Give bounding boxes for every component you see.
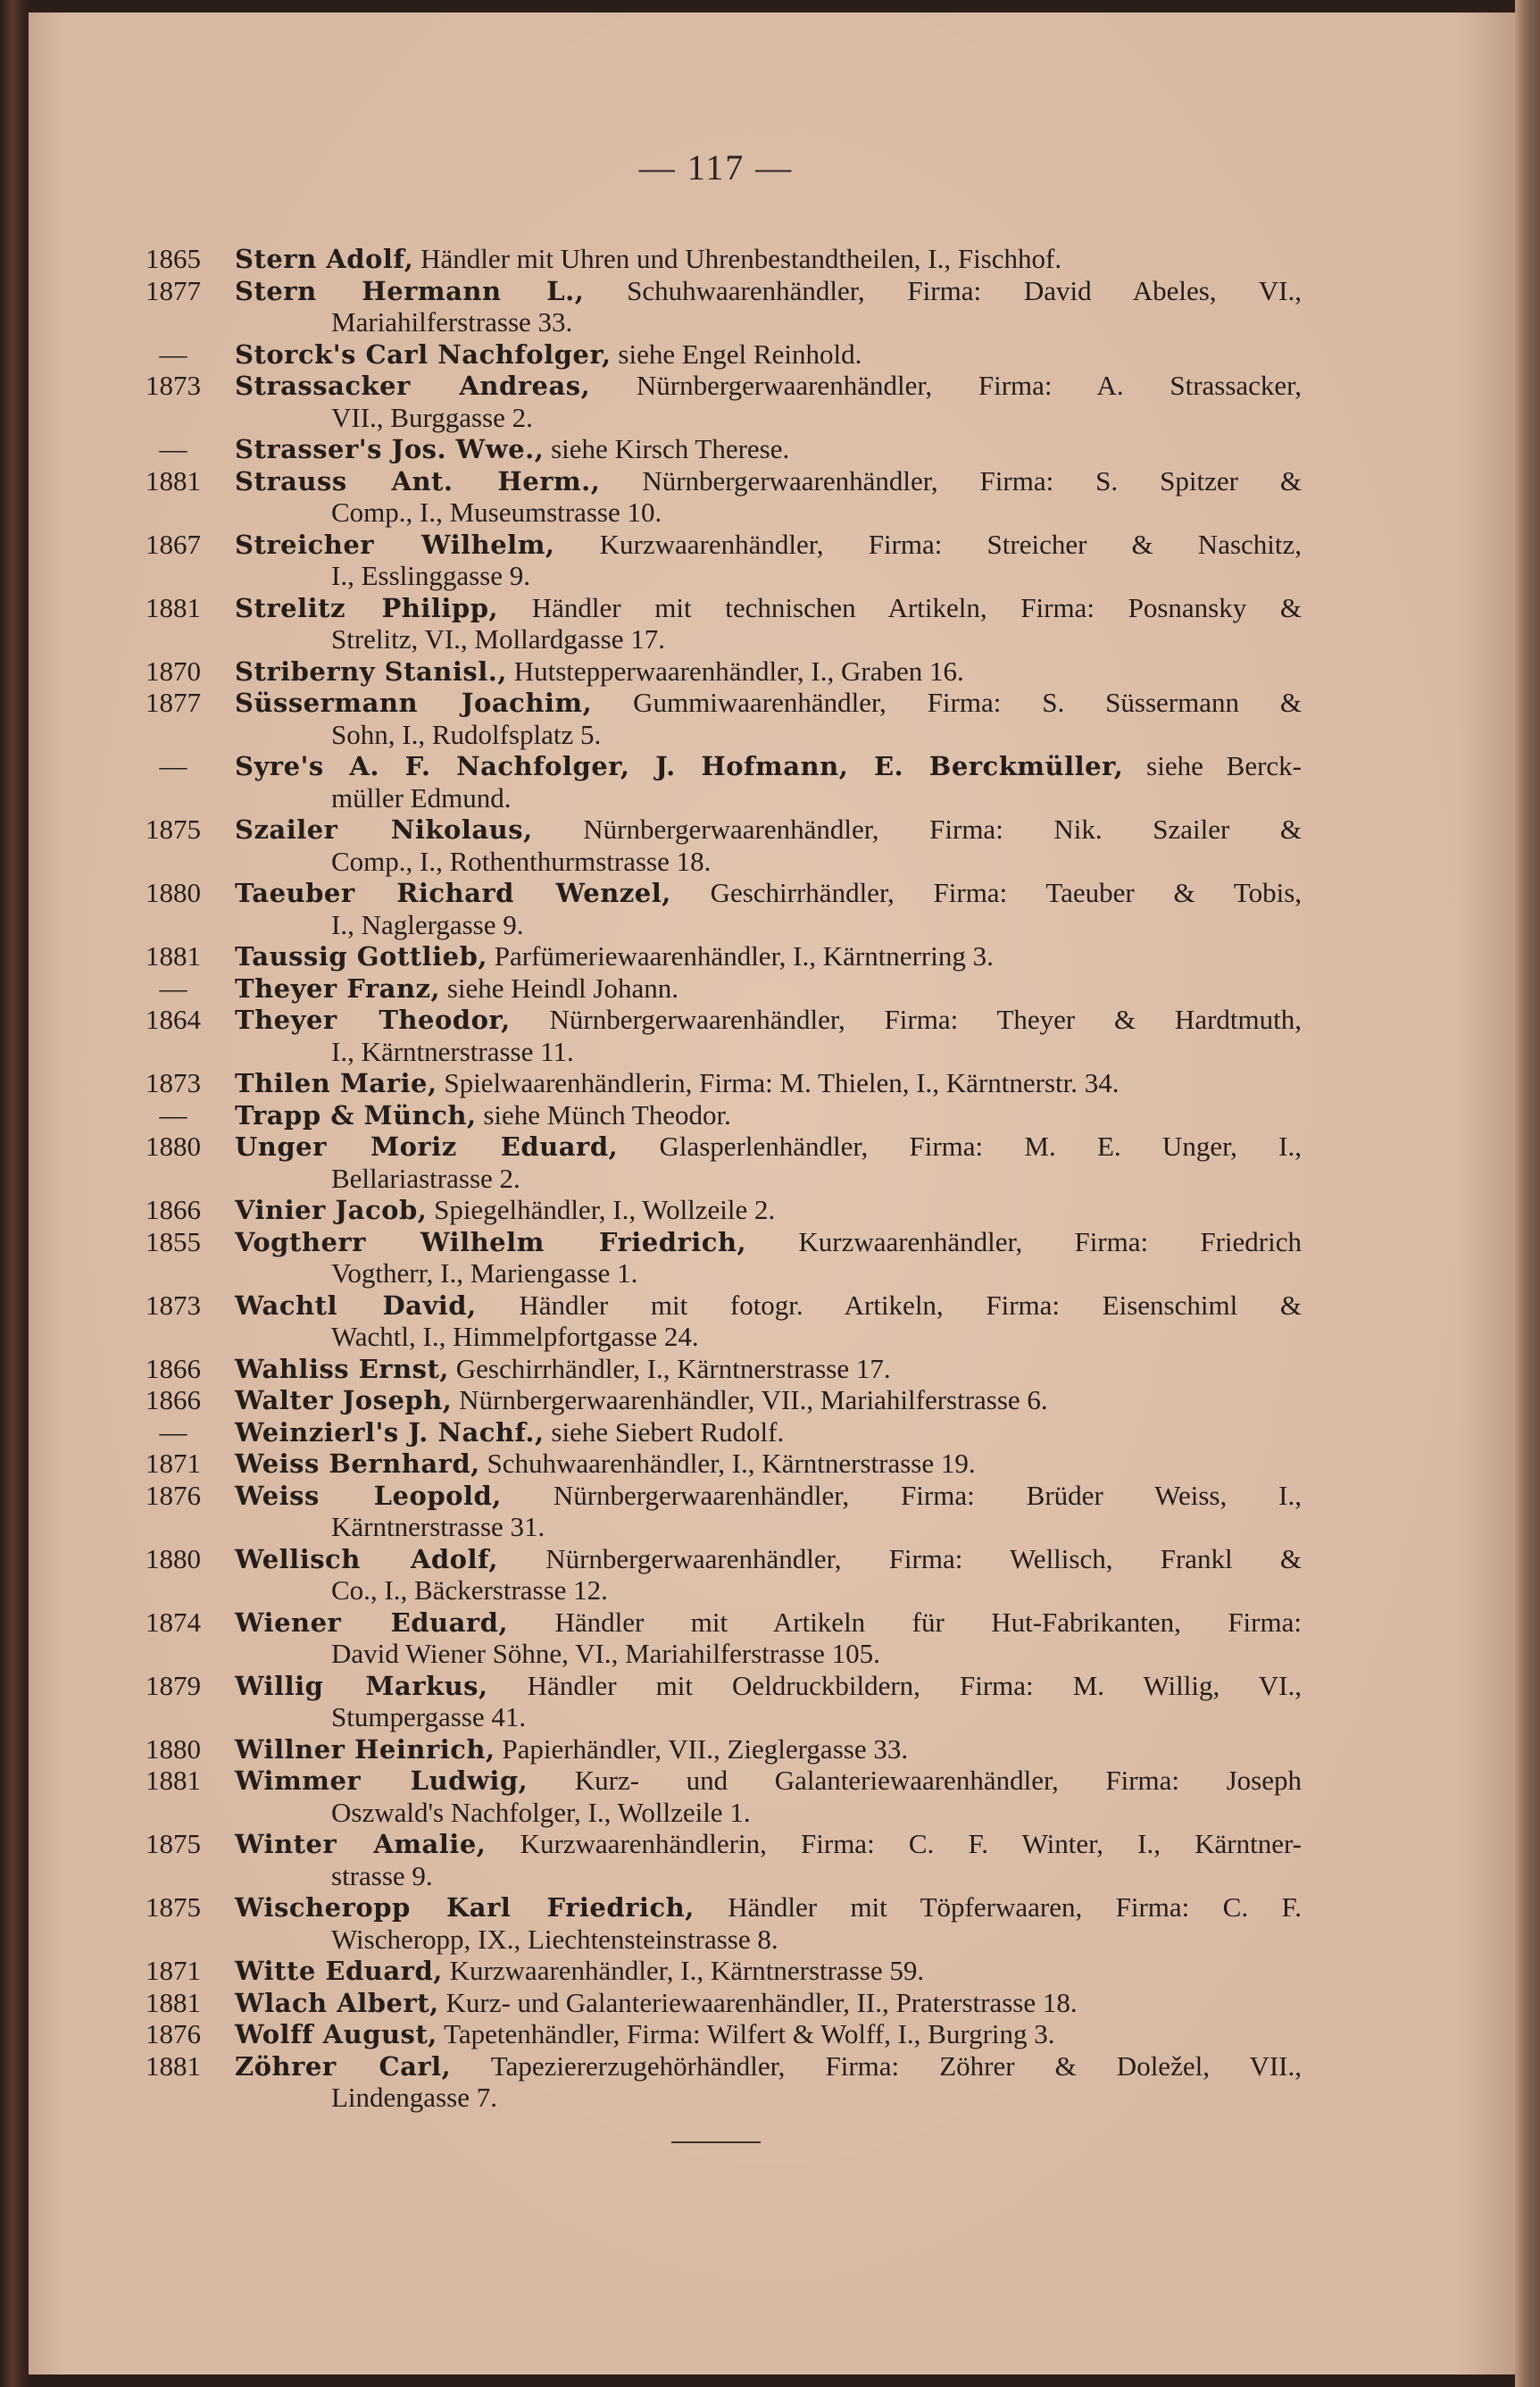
directory-entry — [141, 1480, 1302, 1543]
directory-entry — [141, 2018, 1302, 2050]
entry-continuation: Sohn, I., Rudolfsplatz 5. — [331, 718, 602, 750]
directory-entry — [141, 1226, 1302, 1289]
directory-entry — [141, 529, 1302, 592]
entry-description: Nürnbergerwaarenhändler, VII., Mariahilferstrasse 6. — [459, 1384, 1048, 1415]
entry-name: Strelitz Philipp, — [235, 592, 499, 623]
entry-name: Vogtherr Wilhelm Friedrich, — [235, 1226, 747, 1257]
entry-continuation: Stumpergasse 41. — [331, 1701, 527, 1732]
entry-description: siehe Berck- — [1146, 750, 1302, 781]
entry-description: Parfümeriewaarenhändler, I., Kärntnerring 3. — [494, 940, 994, 972]
entry-name: Trapp & Münch, — [235, 1099, 477, 1131]
entry-name: Wimmer Ludwig, — [235, 1765, 529, 1796]
entry-description: Tapetenhändler, Firma: Wilfert & Wolff, I., Burgring 3. — [444, 2018, 1055, 2049]
entry-name: Wellisch Adolf, — [235, 1543, 498, 1574]
entry-description: siehe Heindl Johann. — [446, 972, 678, 1004]
entry-description: Kurzwaarenhändler, Firma: Streicher & Naschitz, — [599, 528, 1302, 560]
directory-entry — [141, 1099, 1302, 1131]
directory-entry — [141, 1289, 1302, 1353]
entry-description: Schuhwaarenhändler, I., Kärntnerstrasse 19. — [487, 1448, 976, 1479]
entry-description: Glasperlenhändler, Firma: M. E. Unger, I., — [659, 1131, 1302, 1162]
entry-first-line — [141, 687, 1302, 719]
entry-first-line — [141, 1131, 1302, 1163]
entry-name: Willner Heinrich, — [235, 1733, 495, 1765]
entry-year: — — [159, 338, 187, 370]
entry-description: Spiegelhändler, I., Wollzeile 2. — [434, 1194, 776, 1225]
entry-name: Weiss Bernhard, — [235, 1448, 480, 1479]
entry-year: 1855 — [146, 1225, 201, 1257]
entry-name: Weinzierl's J. Nachf., — [235, 1416, 545, 1448]
entry-year: 1881 — [146, 1765, 201, 1796]
directory-entry — [141, 275, 1302, 338]
entry-description: Händler mit Töpferwaaren, Firma: C. F. — [728, 1891, 1302, 1923]
entry-first-line — [141, 1416, 1302, 1448]
entry-name: Walter Joseph, — [235, 1385, 453, 1415]
entry-year: — — [159, 750, 187, 781]
entry-continuation: I., Esslinggasse 9. — [331, 560, 531, 591]
entry-first-line — [141, 1987, 1302, 2019]
directory-entry — [141, 1448, 1302, 1480]
directory-entry — [141, 592, 1302, 655]
directory-entry — [141, 1607, 1302, 1670]
entry-name: Süssermann Joachim, — [235, 688, 593, 718]
entry-continuation: Oszwald's Nachfolger, I., Wollzeile 1. — [331, 1796, 751, 1828]
entry-description: Händler mit fotogr. Artikeln, Firma: Eisenschiml & — [519, 1289, 1302, 1321]
directory-entry — [141, 877, 1302, 940]
entry-year: 1876 — [146, 1479, 201, 1511]
directory-entry — [141, 1987, 1302, 2019]
page — [29, 13, 1515, 2374]
entry-year: 1881 — [146, 2049, 201, 2082]
entry-name: Witte Eduard, — [235, 1956, 443, 1986]
entry-year: 1876 — [146, 2018, 201, 2049]
entry-year: 1880 — [146, 1732, 201, 1765]
directory-entry — [141, 972, 1302, 1005]
directory-entry — [141, 1131, 1302, 1194]
entry-name: Thilen Marie, — [235, 1068, 437, 1098]
entry-year: — — [159, 1098, 187, 1131]
entry-description: Nürnbergerwaarenhändler, Firma: Nik. Szailer & — [583, 814, 1302, 845]
entry-name: Wlach Albert, — [235, 1987, 439, 2018]
entry-first-line — [141, 1733, 1302, 1765]
entry-description: Schuhwaarenhändler, Firma: David Abeles, VI., — [627, 274, 1302, 306]
entry-description: Händler mit Oeldruckbildern, Firma: M. Willig, VI., — [527, 1669, 1302, 1701]
entry-name: Theyer Franz, — [235, 972, 441, 1004]
entry-first-line — [141, 433, 1302, 465]
entry-continuation: Wischeropp, IX., Liechtensteinstrasse 8. — [331, 1923, 778, 1955]
entry-first-line — [141, 338, 1302, 371]
entry-continuation: Bellariastrasse 2. — [331, 1162, 520, 1194]
entry-year: 1870 — [146, 655, 201, 687]
entry-year: 1880 — [146, 877, 201, 908]
entry-name: Storck's Carl Nachfolger, — [235, 338, 612, 370]
entry-name: Wischeropp Karl Friedrich, — [235, 1892, 695, 1923]
entry-year: 1880 — [146, 1542, 201, 1574]
entry-first-line — [141, 592, 1302, 624]
entry-year: 1875 — [146, 1828, 201, 1859]
entry-first-line — [141, 1226, 1302, 1258]
entry-description: Geschirrhändler, I., Kärntnerstrasse 17. — [455, 1352, 891, 1384]
entry-year: 1871 — [146, 1448, 201, 1479]
entry-name: Striberny Stanisl., — [235, 655, 507, 687]
entry-name: Wolff August, — [235, 2019, 437, 2049]
entry-year: 1881 — [146, 1986, 201, 2018]
entry-first-line — [141, 243, 1302, 275]
entry-first-line — [141, 1194, 1302, 1226]
entry-name: Vinier Jacob, — [235, 1195, 428, 1225]
page-edge — [1515, 0, 1540, 2387]
entry-name: Strassacker Andreas, — [235, 371, 591, 401]
entry-description: siehe Engel Reinhold. — [618, 338, 862, 370]
directory-entry — [141, 338, 1302, 371]
entry-description: Händler mit Artikeln für Hut-Fabrikanten, Firma: — [554, 1606, 1302, 1638]
entry-description: Tapeziererzugehörhändler, Firma: Zöhrer & Doležel, VII., — [490, 2049, 1302, 2082]
entry-continuation: Vogtherr, I., Mariengasse 1. — [331, 1257, 638, 1289]
entry-name: Taussig Gottlieb, — [235, 941, 487, 972]
entry-continuation: Lindengasse 7. — [331, 2082, 497, 2113]
directory-entry — [141, 1067, 1302, 1099]
entry-first-line — [141, 1448, 1302, 1480]
entry-name: Winter Amalie, — [235, 1829, 487, 1859]
entry-name: Strauss Ant. Herm., — [235, 465, 601, 497]
directory-entry — [141, 1891, 1302, 1955]
directory-entry — [141, 1384, 1302, 1416]
entry-name: Zöhrer Carl, — [235, 2050, 452, 2082]
entry-name: Syre's A. F. Nachfolger, J. Hofmann, E. Berckmüller, — [235, 751, 1124, 781]
entry-year: 1866 — [146, 1384, 201, 1415]
directory-entry — [141, 687, 1302, 750]
entry-year: 1877 — [146, 687, 201, 718]
entry-first-line — [141, 940, 1302, 972]
entry-first-line — [141, 275, 1302, 307]
entry-year: 1875 — [146, 1891, 201, 1923]
entry-name: Wiener Eduard, — [235, 1607, 509, 1638]
entry-name: Willig Markus, — [235, 1670, 488, 1701]
entry-year: 1877 — [146, 274, 201, 306]
directory-entry — [141, 1353, 1302, 1385]
entry-description: Nürnbergerwaarenhändler, Firma: Theyer & Hardtmuth, — [549, 1004, 1302, 1035]
entry-first-line — [141, 2018, 1302, 2050]
entry-first-line — [141, 877, 1302, 909]
directory-entry — [141, 814, 1302, 877]
entry-year: 1866 — [146, 1352, 201, 1384]
entry-name: Unger Moriz Eduard, — [235, 1131, 619, 1162]
entry-description: Hutstepperwaarenhändler, I., Graben 16. — [513, 655, 964, 687]
entry-year: — — [159, 1415, 187, 1448]
directory-entry — [141, 1194, 1302, 1226]
entry-continuation: I., Kärntnerstrasse 11. — [331, 1035, 574, 1067]
entry-continuation: Comp., I., Museumstrasse 10. — [331, 497, 662, 528]
entry-description: Händler mit Uhren und Uhrenbestandtheilen, I., Fischhof. — [420, 243, 1062, 274]
entry-first-line — [141, 750, 1302, 782]
directory-entry — [141, 940, 1302, 972]
page-number: — 117 — — [638, 147, 794, 188]
entry-year: 1864 — [146, 1004, 201, 1035]
entry-year: 1873 — [146, 370, 201, 401]
entry-name: Wahliss Ernst, — [235, 1353, 449, 1384]
entry-year: — — [159, 972, 187, 1004]
entry-continuation: Wachtl, I., Himmelpfortgasse 24. — [331, 1321, 699, 1352]
entry-description: Nürnbergerwaarenhändler, Firma: A. Strassacker, — [636, 370, 1302, 401]
entry-first-line — [141, 655, 1302, 688]
entry-year: 1874 — [146, 1606, 201, 1638]
entry-continuation: I., Naglergasse 9. — [331, 908, 524, 940]
entry-year: — — [159, 433, 187, 464]
entry-description: Nürnbergerwaarenhändler, Firma: Wellisch, Frankl & — [545, 1542, 1302, 1574]
entry-description: siehe Siebert Rudolf. — [551, 1415, 785, 1448]
entry-year: 1866 — [146, 1194, 201, 1225]
entry-year: 1873 — [146, 1289, 201, 1321]
directory-entry — [141, 465, 1302, 529]
entry-first-line — [141, 370, 1302, 402]
entry-continuation: Strelitz, VI., Mollardgasse 17. — [331, 623, 665, 655]
directory-entry — [141, 243, 1302, 275]
directory-entry — [141, 1733, 1302, 1765]
directory-entry — [141, 1543, 1302, 1607]
entry-year: 1867 — [146, 528, 201, 560]
entry-first-line — [141, 1099, 1302, 1131]
entry-description: Kurz- und Galanteriewaarenhändler, Firma: Joseph — [574, 1765, 1302, 1796]
entry-description: Papierhändler, VII., Zieglergasse 33. — [502, 1732, 909, 1765]
entry-continuation: strasse 9. — [331, 1859, 433, 1891]
entry-name: Strasser's Jos. Wwe., — [235, 434, 545, 464]
entry-description: siehe Kirsch Therese. — [551, 433, 790, 464]
entry-name: Streicher Wilhelm, — [235, 529, 555, 560]
entry-first-line — [141, 1765, 1302, 1797]
entry-description: Nürnbergerwaarenhändler, Firma: S. Spitzer & — [642, 464, 1302, 497]
entry-first-line — [141, 1004, 1302, 1036]
entry-continuation: VII., Burggasse 2. — [331, 401, 533, 433]
entry-year: 1879 — [146, 1669, 201, 1701]
entry-name: Szailer Nikolaus, — [235, 814, 533, 845]
entry-description: Kurzwaarenhändler, Firma: Friedrich — [798, 1225, 1302, 1257]
entry-first-line — [141, 1289, 1302, 1322]
entry-first-line — [141, 465, 1302, 497]
entry-year: 1880 — [146, 1131, 201, 1162]
entry-description: Gummiwaarenhändler, Firma: S. Süssermann & — [633, 687, 1302, 718]
directory-entries — [141, 243, 1302, 2114]
entry-name: Stern Hermann L., — [235, 275, 585, 306]
directory-entry — [141, 2050, 1302, 2114]
directory-entry — [141, 1828, 1302, 1891]
entry-first-line — [141, 814, 1302, 846]
end-rule — [671, 2141, 761, 2143]
entry-first-line — [141, 2050, 1302, 2082]
entry-first-line — [141, 1353, 1302, 1385]
entry-name: Theyer Theodor, — [235, 1005, 511, 1035]
entry-continuation: Co., I., Bäckerstrasse 12. — [331, 1574, 608, 1606]
entry-first-line — [141, 1543, 1302, 1575]
entry-first-line — [141, 1384, 1302, 1416]
entry-year: 1873 — [146, 1067, 201, 1098]
directory-entry — [141, 1004, 1302, 1067]
entry-description: Kurzwaarenhändlerin, Firma: C. F. Winter, I., Kärntner- — [520, 1828, 1302, 1859]
entry-first-line — [141, 1067, 1302, 1099]
entry-description: Händler mit technischen Artikeln, Firma: Posnansky & — [531, 591, 1302, 623]
entry-first-line — [141, 1607, 1302, 1639]
entry-first-line — [141, 1670, 1302, 1702]
entry-description: Geschirrhändler, Firma: Taeuber & Tobis, — [710, 877, 1302, 908]
directory-entry — [141, 1955, 1302, 1987]
entry-continuation: müller Edmund. — [331, 781, 512, 814]
entry-first-line — [141, 1955, 1302, 1987]
directory-entry — [141, 655, 1302, 688]
entry-first-line — [141, 529, 1302, 561]
entry-first-line — [141, 1480, 1302, 1512]
entry-name: Weiss Leopold, — [235, 1480, 502, 1511]
entry-continuation: Kärntnerstrasse 31. — [331, 1511, 545, 1542]
directory-entry — [141, 1670, 1302, 1733]
entry-first-line — [141, 1891, 1302, 1924]
entry-description: siehe Münch Theodor. — [483, 1098, 731, 1131]
directory-entry — [141, 370, 1302, 433]
directory-entry — [141, 750, 1302, 814]
entry-first-line — [141, 1828, 1302, 1860]
entry-first-line — [141, 972, 1302, 1005]
entry-year: 1881 — [146, 940, 201, 972]
entry-description: Spielwaarenhändlerin, Firma: M. Thielen, I., Kärntnerstr. 34. — [444, 1067, 1120, 1098]
entry-year: 1881 — [146, 591, 201, 623]
entry-description: Kurz- und Galanteriewaarenhändler, II., Praterstrasse 18. — [445, 1986, 1078, 2018]
entry-description: Kurzwaarenhändler, I., Kärntnerstrasse 59. — [449, 1955, 925, 1986]
entry-year: 1881 — [146, 464, 201, 497]
entry-continuation: Comp., I., Rothenthurmstrasse 18. — [331, 845, 712, 877]
entry-continuation: David Wiener Söhne, VI., Mariahilferstrasse 105. — [331, 1638, 880, 1669]
entry-name: Taeuber Richard Wenzel, — [235, 878, 671, 908]
entry-description: Nürnbergerwaarenhändler, Firma: Brüder Weiss, I., — [553, 1479, 1302, 1511]
directory-entry — [141, 433, 1302, 465]
directory-entry — [141, 1765, 1302, 1828]
entry-name: Stern Adolf, — [235, 244, 414, 274]
directory-entry — [141, 1416, 1302, 1448]
entry-year: 1871 — [146, 1955, 201, 1986]
entry-year: 1875 — [146, 814, 201, 845]
entry-year: 1865 — [146, 243, 201, 274]
entry-continuation: Mariahilferstrasse 33. — [331, 306, 573, 338]
entry-name: Wachtl David, — [235, 1289, 477, 1321]
